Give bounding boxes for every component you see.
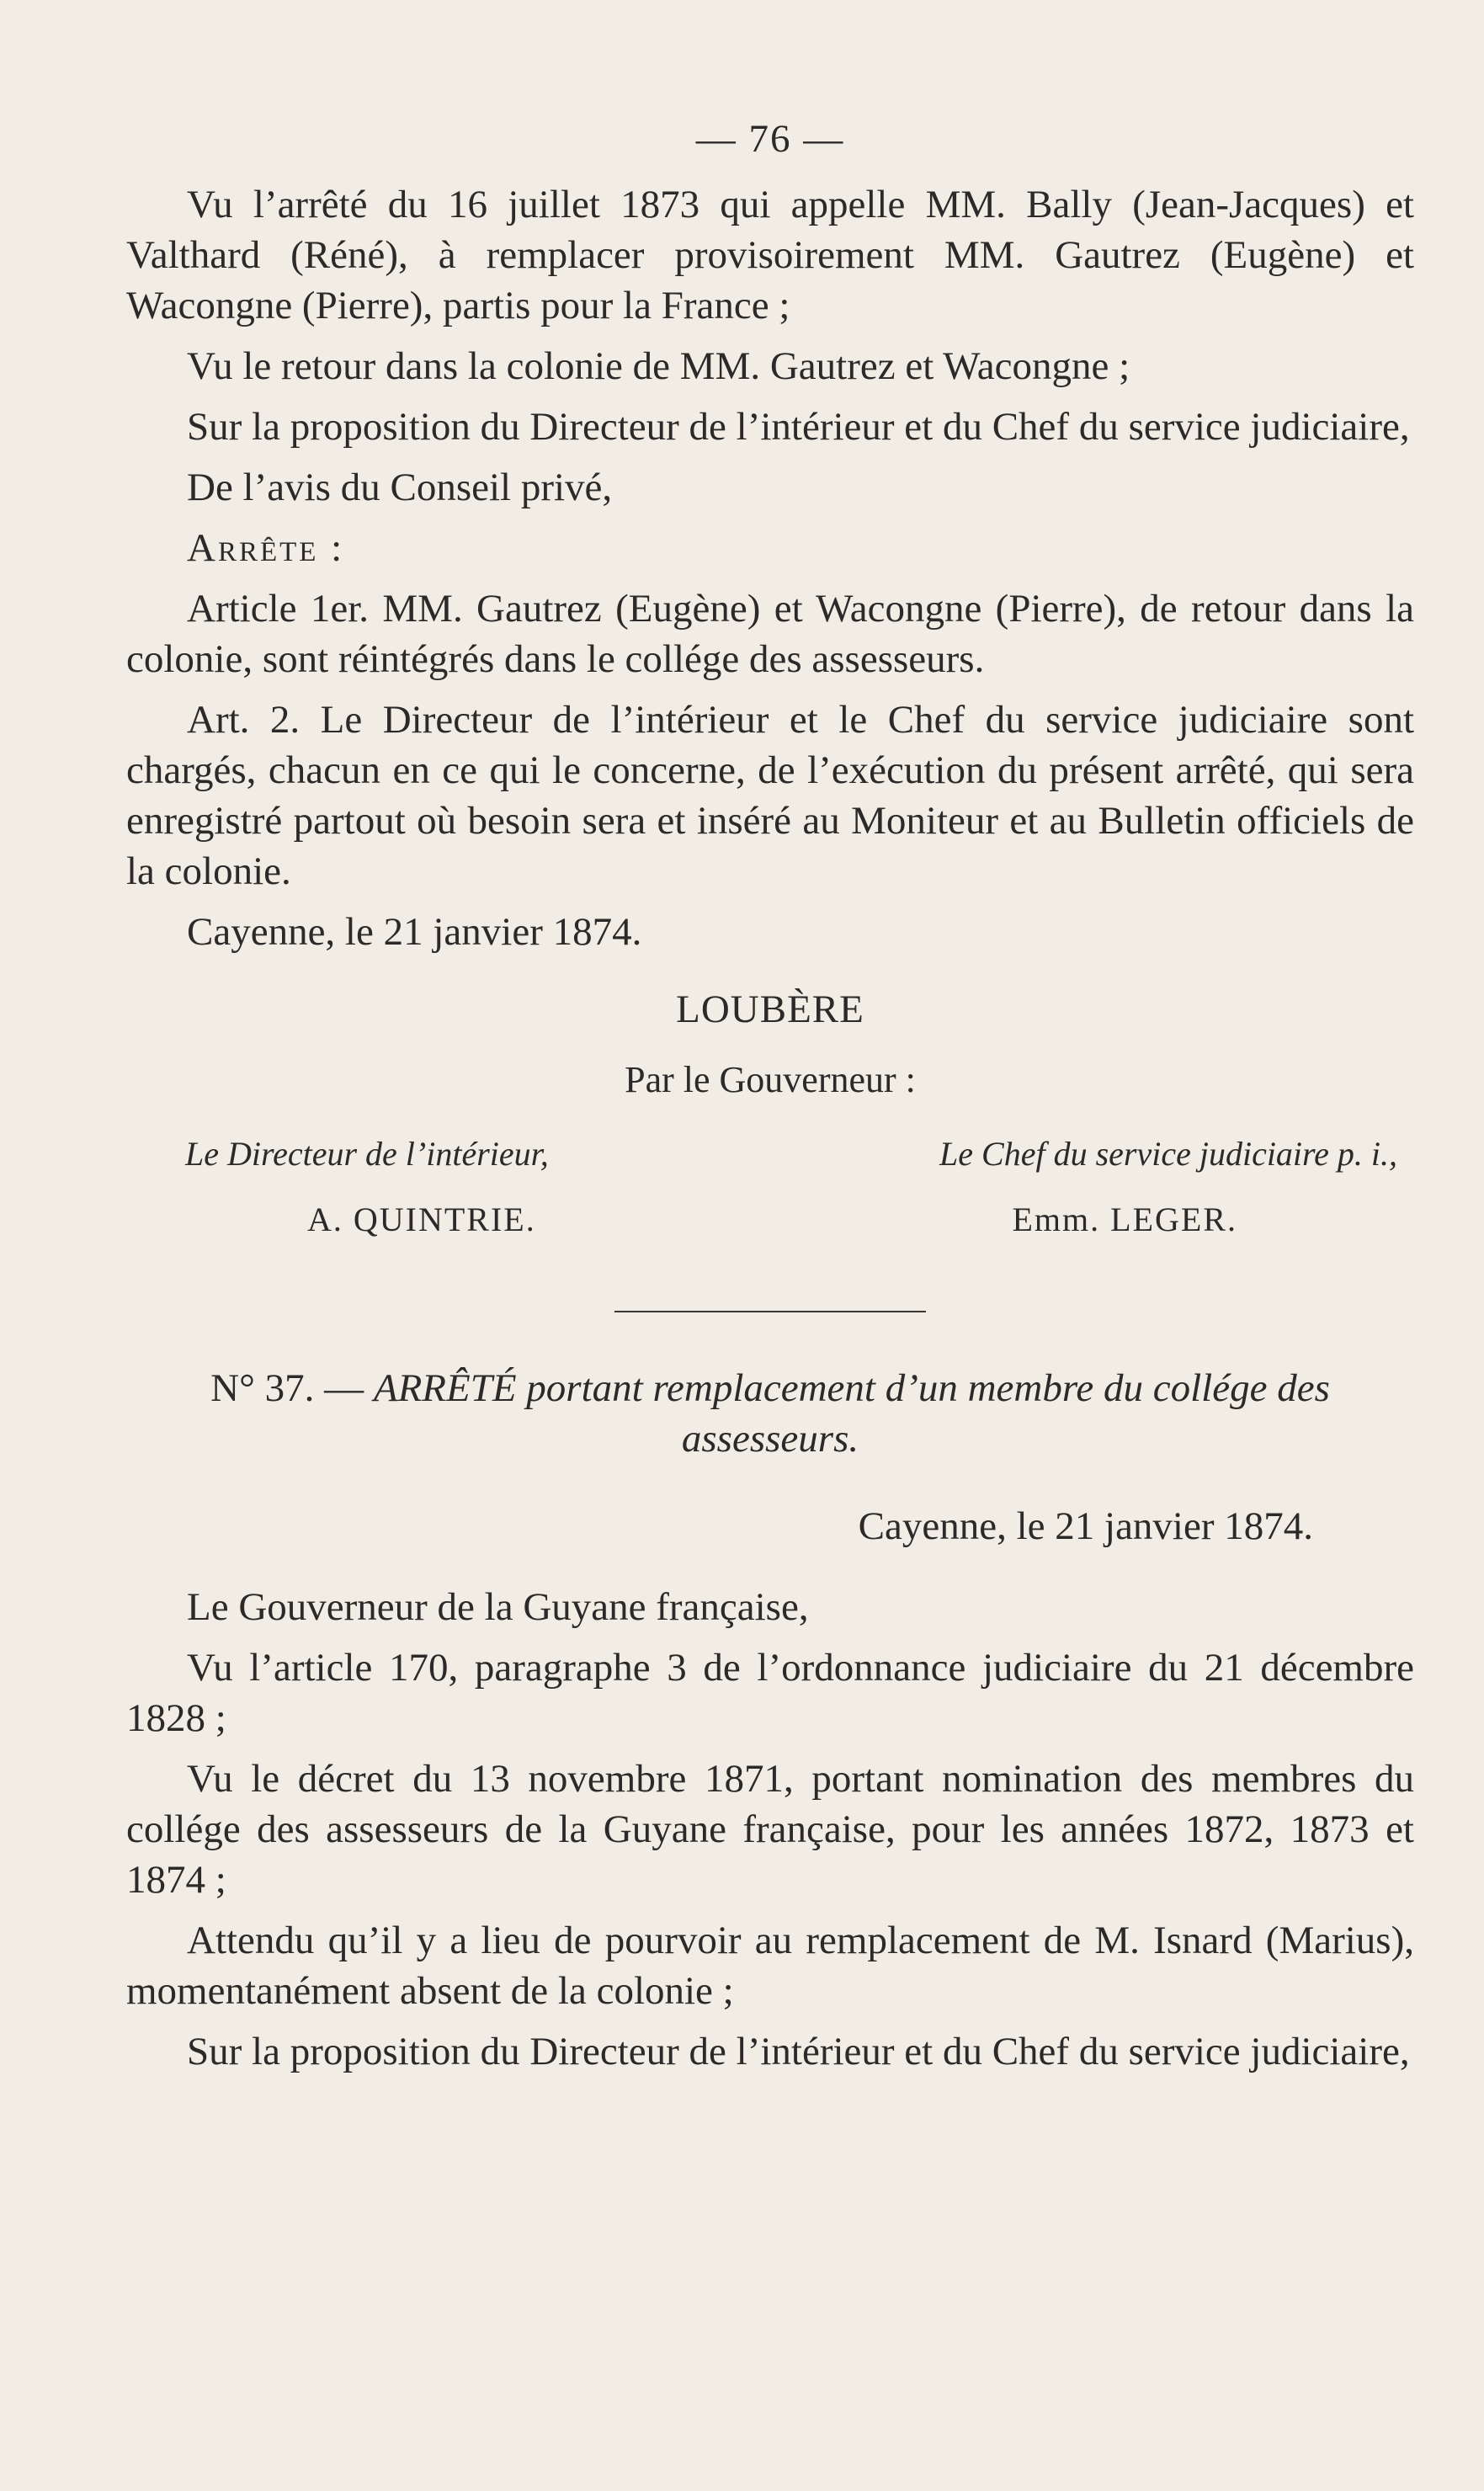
paragraph: Sur la proposition du Directeur de l’intérieur et du Chef du service judiciaire, (187, 405, 1410, 449)
place-date: Cayenne, le 21 janvier 1874. (187, 910, 642, 954)
right-signatory-title: Le Chef du service judiciaire p. i., (939, 1135, 1397, 1173)
signatory-names (126, 1195, 1414, 1245)
paragraph: Vu l’article 170, paragraphe 3 de l’ordonnance judiciaire du 21 décembre 1828 ; (126, 1646, 1414, 1740)
section-heading (126, 1363, 1414, 1464)
section-divider (614, 1311, 926, 1312)
paragraph: Sur la proposition du Directeur de l’intérieur et du Chef du service judiciaire, (187, 2030, 1410, 2073)
paragraph: Vu le décret du 13 novembre 1871, portant nomination des membres du collége des assesseurs de la Guyane française, pour les années 1872, 1873 et 1874 ; (126, 1757, 1414, 1902)
par-le-gouverneur: Par le Gouverneur : (625, 1059, 916, 1100)
paragraph: Vu l’arrêté du 16 juillet 1873 qui appelle MM. Bally (Jean-Jacques) et Valthard (Réné), à remplacer provisoirement MM. Gautrez (Eugène) et Wacongne (Pierre), partis pour la France ; (126, 183, 1414, 327)
second-dateline: Cayenne, le 21 janvier 1874. (858, 1504, 1313, 1548)
heading-number: N° 37. — (210, 1366, 364, 1410)
governor-signature: LOUBÈRE (676, 987, 864, 1031)
page-number: — 76 — (695, 117, 845, 161)
signatory-titles (126, 1129, 1414, 1179)
heading-title: ARRÊTÉ portant remplacement d’un membre du collége des assesseurs. (373, 1366, 1330, 1461)
paragraph: De l’avis du Conseil privé, (187, 466, 613, 509)
arrete-label: Arrête : (187, 526, 345, 570)
left-signatory-title: Le Directeur de l’intérieur, (185, 1135, 549, 1173)
paragraph: Vu le retour dans la colonie de MM. Gautrez et Wacongne ; (187, 344, 1130, 388)
left-signatory-name: A. QUINTRIE. (307, 1200, 536, 1238)
right-signatory-name: Emm. LEGER. (1012, 1200, 1237, 1238)
paragraph: Le Gouverneur de la Guyane française, (187, 1585, 809, 1629)
paragraph: Attendu qu’il y a lieu de pourvoir au remplacement de M. Isnard (Marius), momentanément absent de la colonie ; (126, 1919, 1414, 2013)
document-page (126, 114, 1414, 2077)
article-2: Art. 2. Le Directeur de l’intérieur et le Chef du service judiciaire sont chargés, chacun en ce qui le concerne, de l’exécution du présent arrêté, qui sera enregistré partout où besoin sera et inséré au Moniteur et au Bulletin officiels de la colonie. (126, 698, 1414, 893)
article-1: Article 1er. MM. Gautrez (Eugène) et Wacongne (Pierre), de retour dans la colonie, sont réintégrés dans le collége des assesseurs. (126, 587, 1414, 681)
